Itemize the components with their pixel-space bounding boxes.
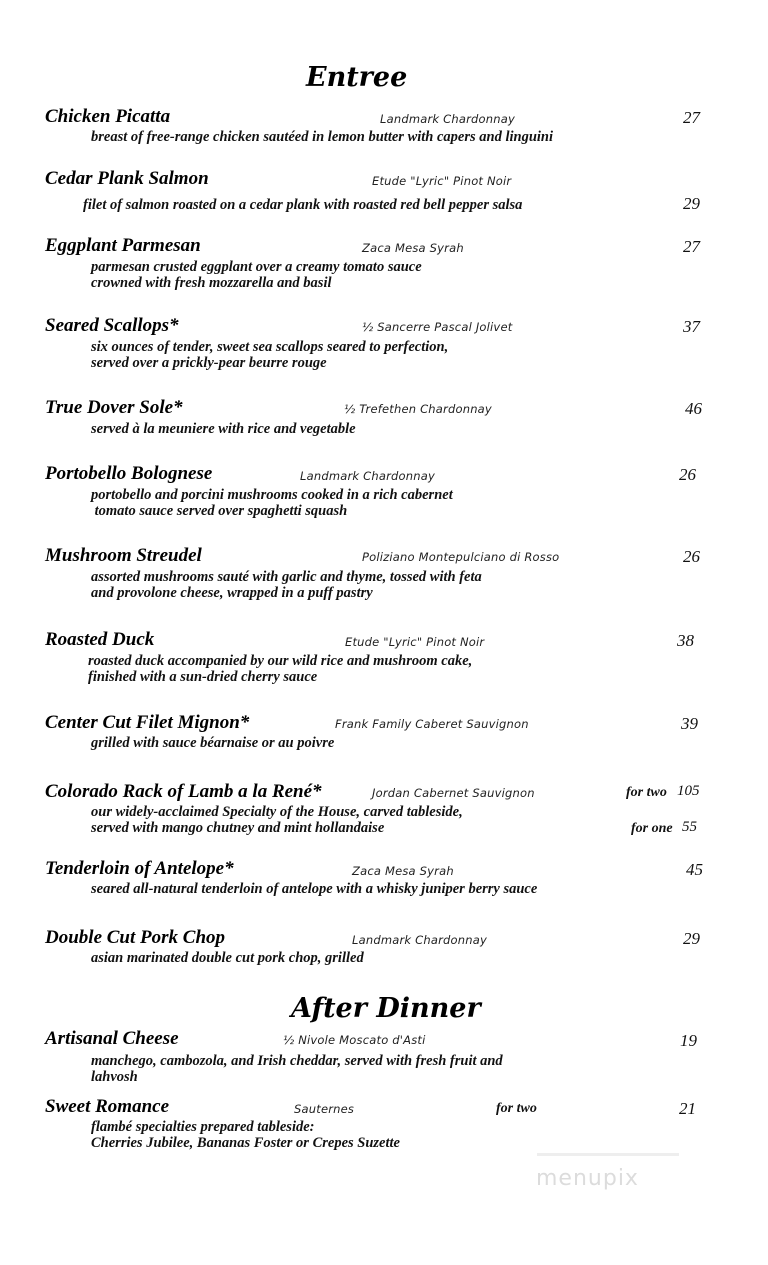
dish-name: Double Cut Pork Chop (45, 927, 226, 948)
price: 29 (683, 929, 700, 948)
wine-pairing: Sauternes (294, 1102, 355, 1116)
dish-description: flambé specialties prepared tableside: (91, 1119, 315, 1135)
dish-name: Tenderloin of Antelope* (45, 858, 234, 879)
dish-description: served over a prickly-pear beurre rouge (91, 355, 327, 371)
wine-pairing: Landmark Chardonnay (300, 469, 435, 483)
price: 26 (683, 547, 700, 566)
portion-label: for two (626, 785, 667, 800)
price: 45 (686, 860, 703, 879)
dish-description: assorted mushrooms sauté with garlic and thyme, tossed with feta (91, 569, 482, 585)
wine-pairing: Poliziano Montepulciano di Rosso (362, 550, 560, 564)
price: 27 (683, 237, 700, 256)
dish-name: True Dover Sole* (45, 397, 183, 418)
dish-description: lahvosh (91, 1069, 138, 1085)
dish-description: our widely-acclaimed Specialty of the House, carved tableside, (91, 804, 463, 820)
wine-pairing: Jordan Cabernet Sauvignon (372, 786, 535, 800)
dish-description: roasted duck accompanied by our wild rice and mushroom cake, (88, 653, 473, 669)
price: 19 (680, 1031, 697, 1050)
wine-pairing: Frank Family Caberet Sauvignon (335, 717, 529, 731)
portion-label: for one (631, 821, 673, 836)
wine-pairing: Etude "Lyric" Pinot Noir (345, 635, 485, 649)
dish-description: crowned with fresh mozzarella and basil (91, 275, 332, 291)
price: 55 (682, 819, 697, 835)
dish-description: portobello and porcini mushrooms cooked in a rich cabernet (91, 487, 453, 503)
price: 21 (679, 1099, 696, 1118)
price: 27 (683, 108, 700, 127)
wine-pairing: ½ Sancerre Pascal Jolivet (362, 320, 513, 334)
dish-name: Cedar Plank Salmon (45, 168, 209, 189)
dish-description: six ounces of tender, sweet sea scallops seared to perfection, (91, 339, 449, 355)
dish-description: filet of salmon roasted on a cedar plank with roasted red bell pepper salsa (83, 197, 523, 213)
wine-pairing: ½ Nivole Moscato d'Asti (283, 1033, 426, 1047)
dish-description: asian marinated double cut pork chop, grilled (91, 950, 364, 966)
price: 26 (679, 465, 696, 484)
dish-description: seared all-natural tenderloin of antelope with a whisky juniper berry sauce (91, 881, 538, 897)
dish-description: parmesan crusted eggplant over a creamy tomato sauce (91, 259, 422, 275)
price: 37 (683, 317, 700, 336)
dish-name: Seared Scallops* (45, 315, 179, 336)
section-title-after-dinner: After Dinner (291, 993, 481, 1024)
price: 38 (677, 631, 694, 650)
dish-name: Sweet Romance (45, 1096, 170, 1117)
wine-pairing: ½ Trefethen Chardonnay (344, 402, 492, 416)
wine-pairing: Etude "Lyric" Pinot Noir (372, 174, 512, 188)
dish-name: Center Cut Filet Mignon* (45, 712, 250, 733)
dish-description: and provolone cheese, wrapped in a puff pastry (91, 585, 373, 601)
dish-name: Portobello Bolognese (45, 463, 213, 484)
dish-description: tomato sauce served over spaghetti squash (91, 503, 348, 519)
portion-label: for two (496, 1101, 537, 1116)
dish-description: manchego, cambozola, and Irish cheddar, served with fresh fruit and (91, 1053, 503, 1069)
wine-pairing: Landmark Chardonnay (380, 112, 515, 126)
price: 29 (683, 194, 700, 213)
price: 105 (677, 783, 700, 799)
section-title-entree: Entree (306, 62, 408, 93)
wine-pairing: Landmark Chardonnay (352, 933, 487, 947)
price: 39 (681, 714, 698, 733)
dish-name: Eggplant Parmesan (45, 235, 201, 256)
dish-description: grilled with sauce béarnaise or au poivre (91, 735, 335, 751)
wine-pairing: Zaca Mesa Syrah (352, 864, 454, 878)
watermark-bar (537, 1153, 679, 1156)
wine-pairing: Zaca Mesa Syrah (362, 241, 464, 255)
dish-name: Roasted Duck (45, 629, 155, 650)
price: 46 (685, 399, 702, 418)
dish-description: served with mango chutney and mint hollandaise (91, 820, 385, 836)
watermark-logo: menupix (536, 1166, 639, 1191)
dish-description: breast of free-range chicken sautéed in lemon butter with capers and linguini (91, 129, 554, 145)
dish-name: Artisanal Cheese (45, 1028, 179, 1049)
dish-description: Cherries Jubilee, Bananas Foster or Crepes Suzette (91, 1135, 400, 1151)
dish-description: finished with a sun-dried cherry sauce (88, 669, 318, 685)
dish-description: served à la meuniere with rice and vegetable (91, 421, 356, 437)
dish-name: Chicken Picatta (45, 106, 171, 127)
dish-name: Colorado Rack of Lamb a la René* (45, 781, 322, 802)
dish-name: Mushroom Streudel (45, 545, 202, 566)
